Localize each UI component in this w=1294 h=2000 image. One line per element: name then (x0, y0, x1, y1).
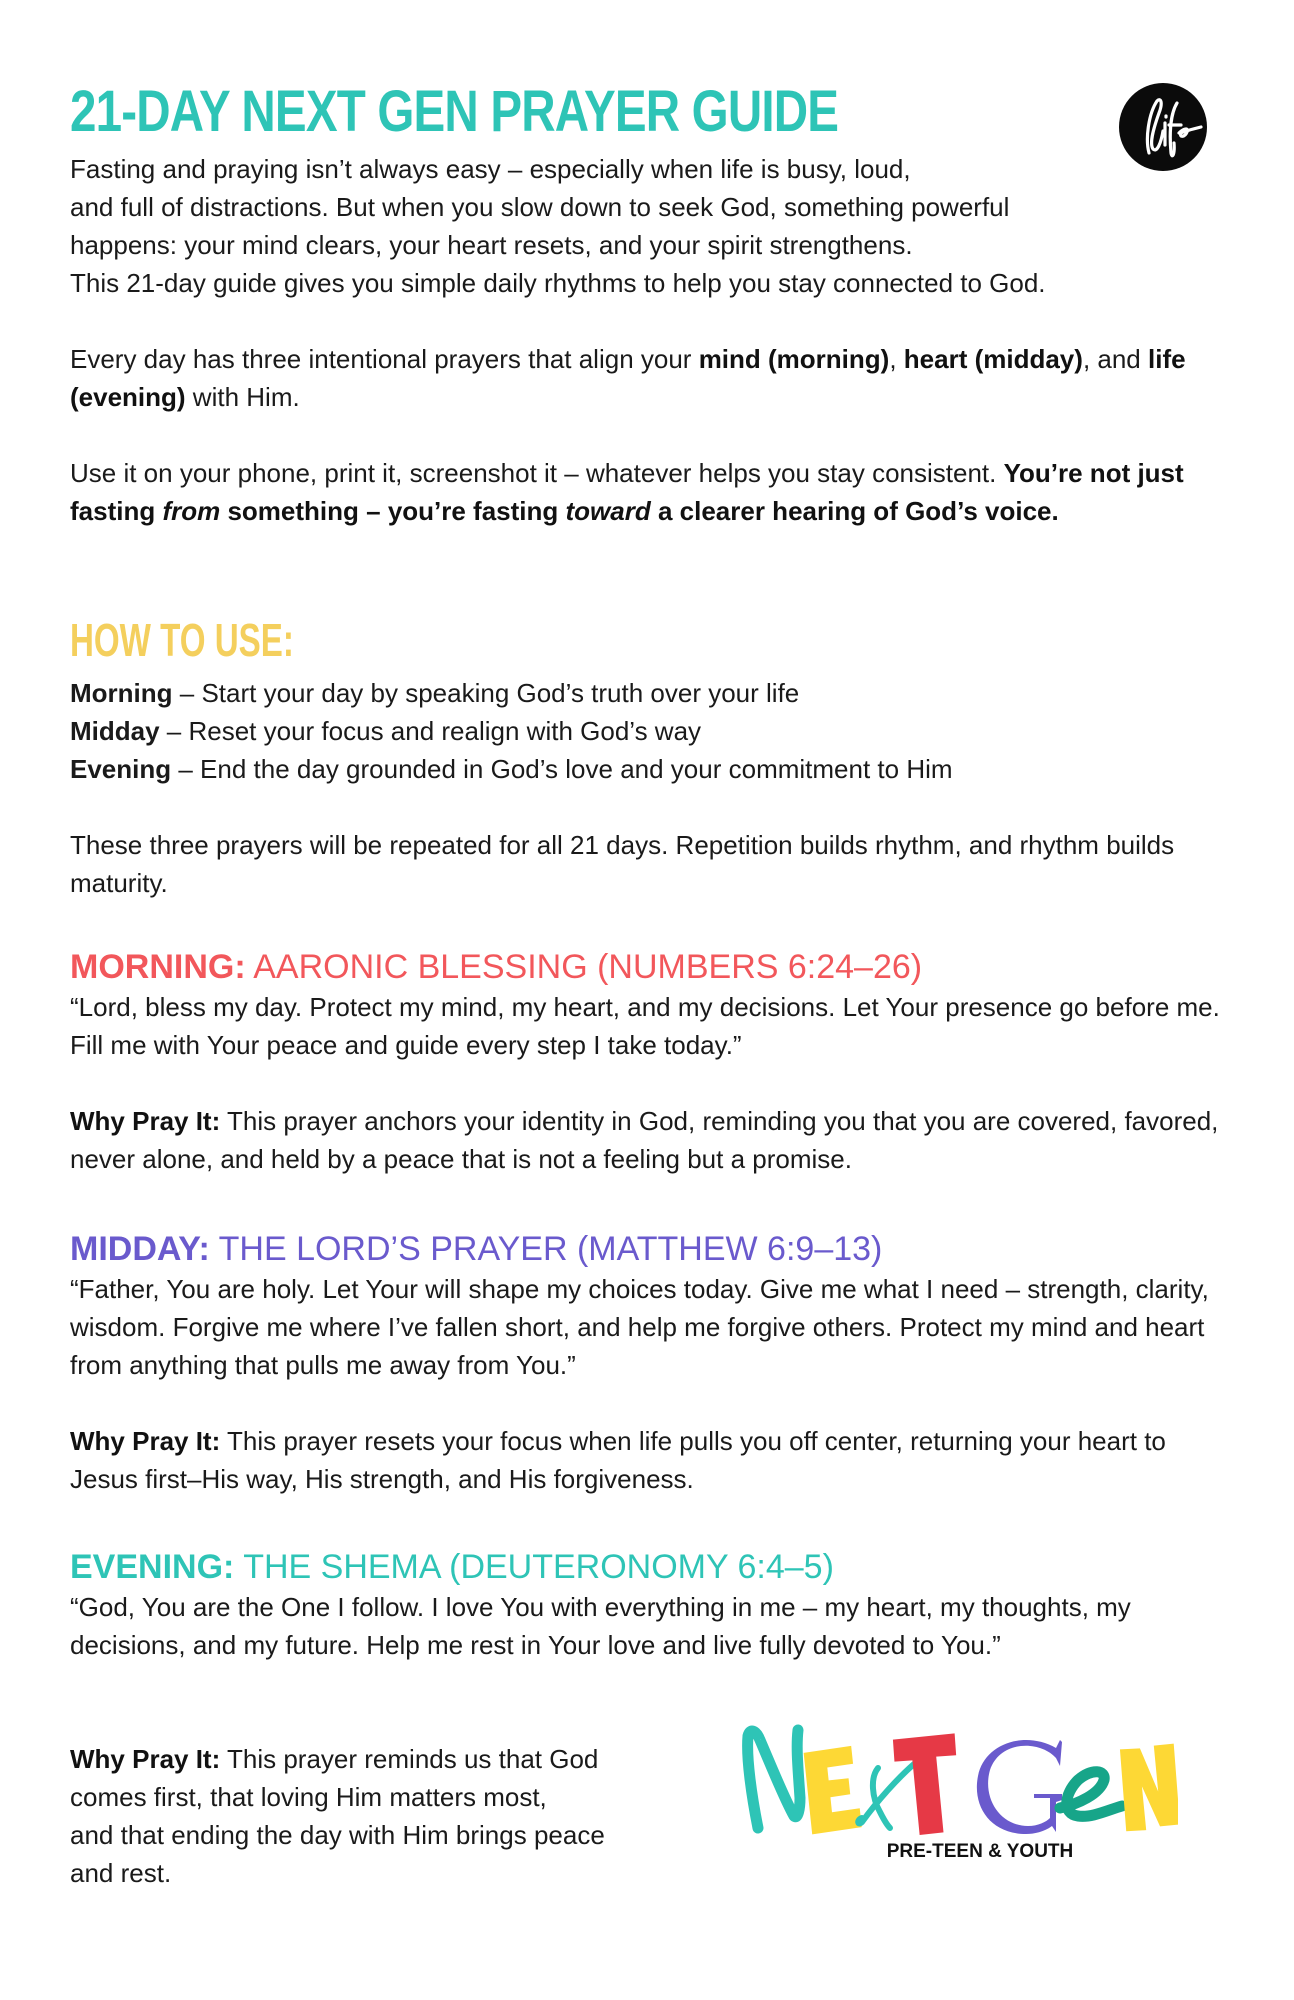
midday-why-pray-it: Why Pray It: This prayer resets your focus when life pulls you off center, returning your heart to Jesus first–His way, His strength, and His forgiveness. (70, 1426, 1166, 1494)
next-gen-subtitle: PRE-TEEN & YOUTH (886, 1841, 1074, 1862)
evening-why-pray-it: Why Pray It: This prayer reminds us that God comes first, that loving Him matters most, and that ending the day with Him brings peace and rest. (70, 1744, 605, 1888)
how-to-use-list (70, 674, 953, 788)
repetition-note: These three prayers will be repeated for all 21 days. Repetition builds rhythm, and rhythm builds maturity. (70, 830, 1175, 898)
morning-why-pray-it: Why Pray It: This prayer anchors your identity in God, reminding you that you are covered, favored, never alone, and held by a peace that is not a feeling but a promise. (70, 1106, 1219, 1174)
page-title: 21-DAY NEXT GEN PRAYER GUIDE (70, 79, 839, 144)
midday-prayer-text: “Father, You are holy. Let Your will shape my choices today. Give me what I need – strength, clarity, wisdom. Forgive me where I’ve fallen short, and help me forgive others. Protect my mind and heart from anything that pulls me away from You.” (70, 1274, 1209, 1380)
intro-paragraph: Fasting and praying isn’t always easy – especially when life is busy, loud, and full of distractions. But when you slow down to seek God, something powerful happens: your mind clears, your heart resets, and your spirit strengthens. This 21-day guide gives you simple daily rhythms to help you stay connected to God. (70, 154, 1046, 298)
list-item-evening: Evening – End the day grounded in God’s love and your commitment to Him (70, 754, 953, 784)
evening-section-heading: EVENING: THE SHEMA (DEUTERONOMY 6:4–5) (70, 1548, 834, 1586)
three-prayers-paragraph: Every day has three intentional prayers that align your mind (morning), heart (midday), and life (evening) with Him. (70, 344, 1186, 412)
list-item-midday: Midday – Reset your focus and realign with God’s way (70, 716, 702, 746)
evening-prayer-text: “God, You are the One I follow. I love You with everything in me – my heart, my thoughts, my decisions, and my future. Help me rest in Your love and live fully devoted to You.” (70, 1592, 1131, 1660)
list-item-morning: Morning – Start your day by speaking God’s truth over your life (70, 678, 800, 708)
life-evening-emphasis: life (evening) (70, 344, 1186, 412)
morning-section-heading: MORNING: AARONIC BLESSING (NUMBERS 6:24–26) (70, 948, 923, 986)
mind-morning-emphasis: mind (morning) (698, 344, 890, 374)
use-it-paragraph: Use it on your phone, print it, screenshot it – whatever helps you stay consistent. You’re not just fasting from something – you’re fasting toward a clearer hearing of God’s voice. (70, 458, 1184, 526)
morning-prayer-text: “Lord, bless my day. Protect my mind, my heart, and my decisions. Let Your presence go before me. Fill me with Your peace and guide every step I take today.” (70, 992, 1220, 1060)
next-gen-wordmark-icon (738, 1708, 1178, 1843)
next-gen-logo (738, 1708, 1178, 1878)
heart-midday-emphasis: heart (midday) (903, 344, 1083, 374)
midday-section-heading: MIDDAY: THE LORD’S PRAYER (MATTHEW 6:9–13) (70, 1230, 883, 1268)
how-to-use-heading: HOW TO USE: (70, 614, 294, 666)
